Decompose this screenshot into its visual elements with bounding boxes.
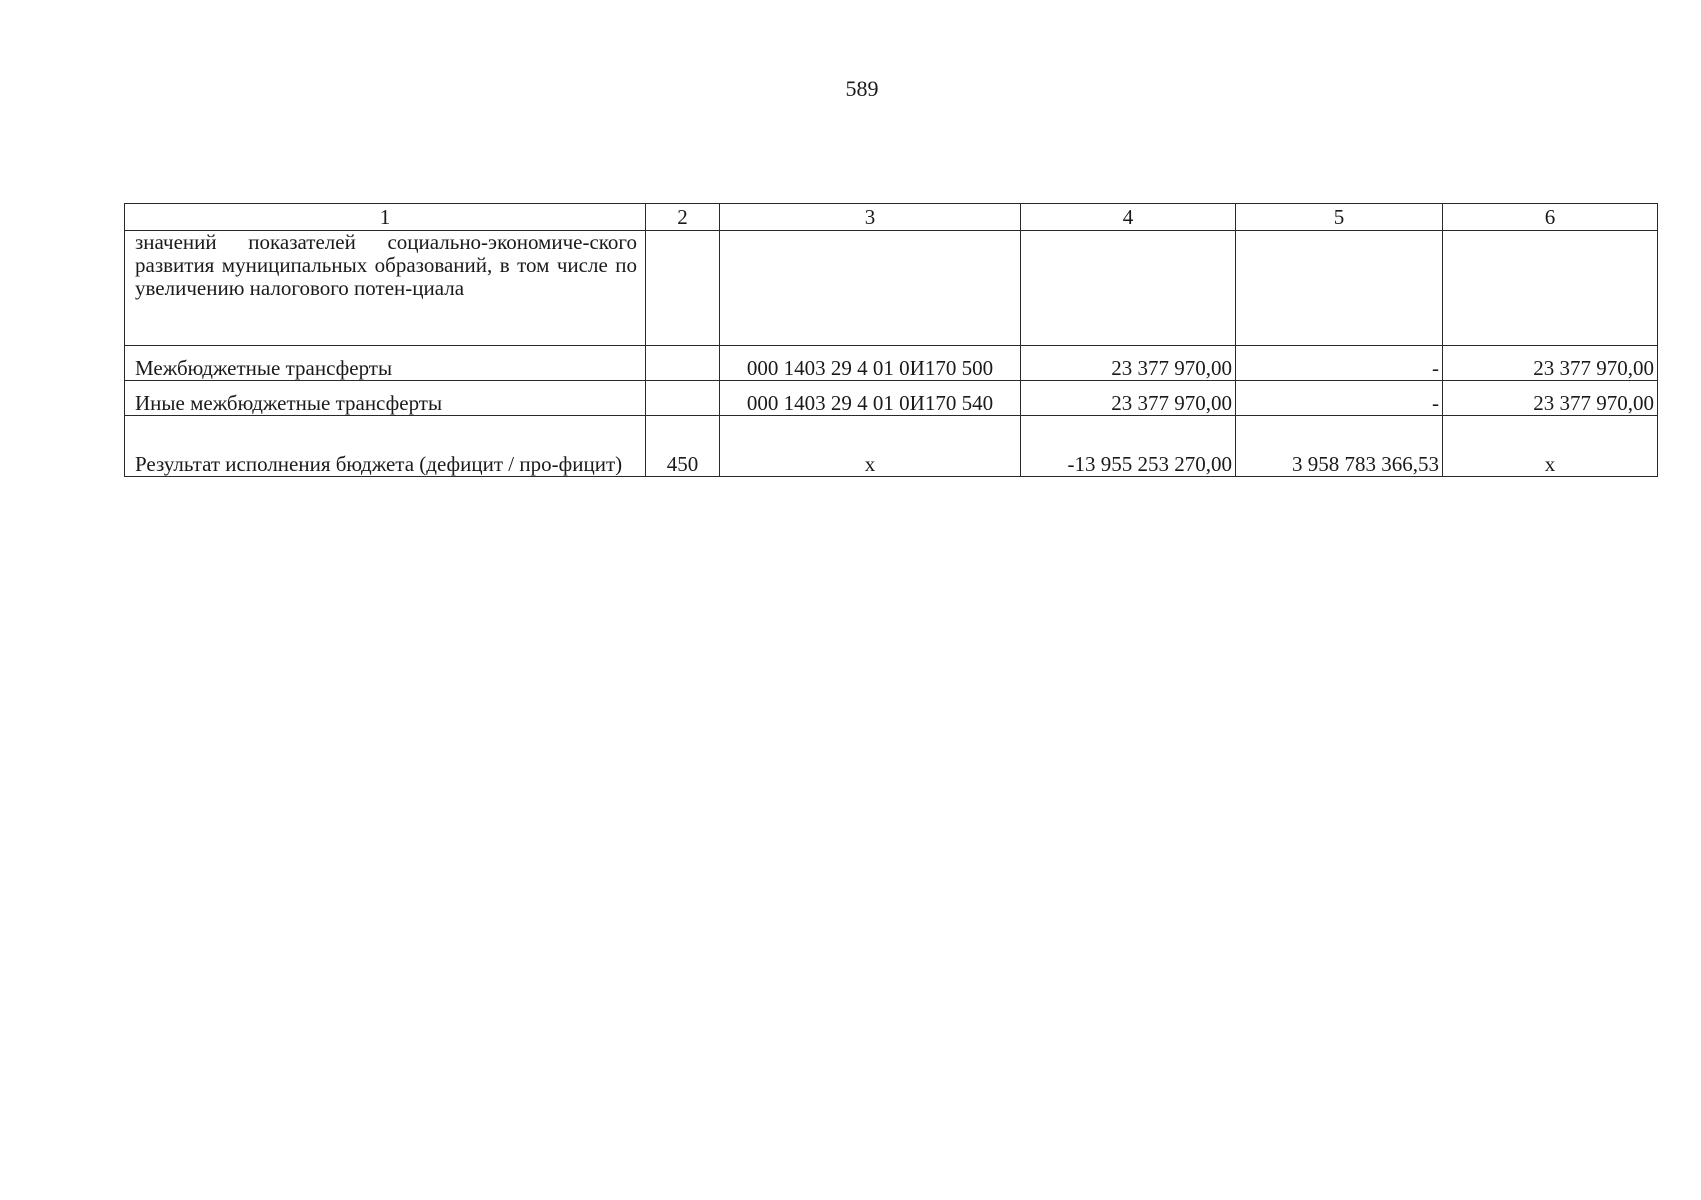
- row-executed: [1236, 231, 1443, 346]
- row-unexecuted: 23 377 970,00: [1443, 381, 1658, 416]
- row-line-code: 450: [646, 416, 720, 477]
- column-header: 6: [1443, 204, 1658, 231]
- row-line-code: [646, 346, 720, 381]
- row-classification-code: 000 1403 29 4 01 0И170 500: [720, 346, 1021, 381]
- column-header: 2: [646, 204, 720, 231]
- row-approved: -13 955 253 270,00: [1021, 416, 1236, 477]
- row-name: Результат исполнения бюджета (дефицит / про-фицит): [125, 416, 646, 477]
- page-number: 589: [845, 76, 879, 101]
- row-name: Иные межбюджетные трансферты: [125, 381, 646, 416]
- column-header: 5: [1236, 204, 1443, 231]
- row-unexecuted: [1443, 231, 1658, 346]
- column-header: 3: [720, 204, 1021, 231]
- row-unexecuted: 23 377 970,00: [1443, 346, 1658, 381]
- column-number-row: [125, 204, 1658, 231]
- row-approved: 23 377 970,00: [1021, 381, 1236, 416]
- table-row: [125, 381, 1658, 416]
- column-header: 4: [1021, 204, 1236, 231]
- table-row: [125, 231, 1658, 346]
- table-row: [125, 416, 1658, 477]
- row-executed: -: [1236, 346, 1443, 381]
- row-classification-code: [720, 231, 1021, 346]
- row-executed: -: [1236, 381, 1443, 416]
- row-classification-code: x: [720, 416, 1021, 477]
- row-name: значений показателей социально-экономиче-ского развития муниципальных образований, в том числе по увеличению налогового потен-циала: [125, 231, 646, 346]
- row-unexecuted: x: [1443, 416, 1658, 477]
- budget-execution-table: [124, 203, 1658, 477]
- column-header: 1: [125, 204, 646, 231]
- row-line-code: [646, 381, 720, 416]
- row-line-code: [646, 231, 720, 346]
- row-executed: 3 958 783 366,53: [1236, 416, 1443, 477]
- row-approved: [1021, 231, 1236, 346]
- row-name: Межбюджетные трансферты: [125, 346, 646, 381]
- table-row: [125, 346, 1658, 381]
- row-classification-code: 000 1403 29 4 01 0И170 540: [720, 381, 1021, 416]
- row-approved: 23 377 970,00: [1021, 346, 1236, 381]
